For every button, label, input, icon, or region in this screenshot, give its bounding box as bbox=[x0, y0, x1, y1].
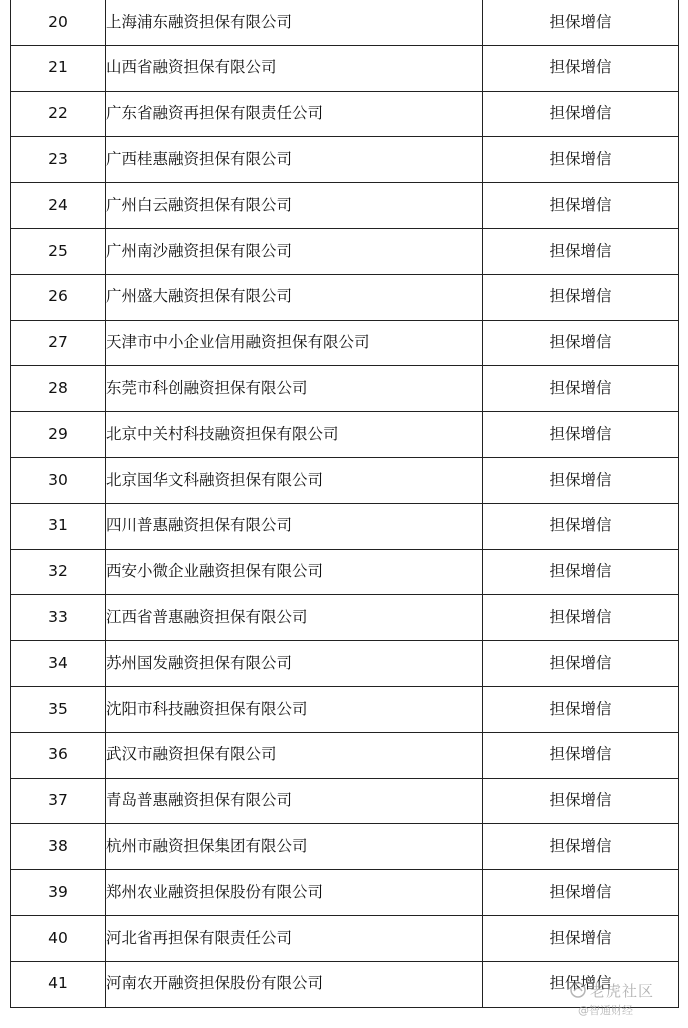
row-number: 23 bbox=[11, 137, 106, 183]
table-row bbox=[11, 137, 679, 183]
row-number: 25 bbox=[11, 228, 106, 274]
row-number: 37 bbox=[11, 778, 106, 824]
company-name: 江西省普惠融资担保有限公司 bbox=[106, 595, 483, 641]
table-row bbox=[11, 778, 679, 824]
company-name: 广西桂惠融资担保有限公司 bbox=[106, 137, 483, 183]
row-number: 32 bbox=[11, 549, 106, 595]
row-number: 28 bbox=[11, 366, 106, 412]
row-number: 34 bbox=[11, 641, 106, 687]
company-name: 广东省融资再担保有限责任公司 bbox=[106, 91, 483, 137]
company-name: 东莞市科创融资担保有限公司 bbox=[106, 366, 483, 412]
table-row bbox=[11, 961, 679, 1007]
service-type: 担保增信 bbox=[483, 274, 679, 320]
table-row bbox=[11, 549, 679, 595]
company-name: 北京国华文科融资担保有限公司 bbox=[106, 457, 483, 503]
table-row bbox=[11, 91, 679, 137]
service-type: 担保增信 bbox=[483, 641, 679, 687]
watermark-title: 老虎社区 bbox=[590, 982, 655, 1000]
service-type: 担保增信 bbox=[483, 961, 679, 1007]
row-number: 21 bbox=[11, 45, 106, 91]
company-name: 山西省融资担保有限公司 bbox=[106, 45, 483, 91]
service-type: 担保增信 bbox=[483, 595, 679, 641]
table-row bbox=[11, 915, 679, 961]
table-row bbox=[11, 274, 679, 320]
service-type: 担保增信 bbox=[483, 137, 679, 183]
company-name: 上海浦东融资担保有限公司 bbox=[106, 0, 483, 45]
row-number: 27 bbox=[11, 320, 106, 366]
row-number: 20 bbox=[11, 0, 106, 45]
service-type: 担保增信 bbox=[483, 366, 679, 412]
company-name: 郑州农业融资担保股份有限公司 bbox=[106, 870, 483, 916]
service-type: 担保增信 bbox=[483, 732, 679, 778]
company-name: 杭州市融资担保集团有限公司 bbox=[106, 824, 483, 870]
row-number: 40 bbox=[11, 915, 106, 961]
service-type: 担保增信 bbox=[483, 0, 679, 45]
table-row bbox=[11, 228, 679, 274]
company-name: 广州南沙融资担保有限公司 bbox=[106, 228, 483, 274]
table-row bbox=[11, 595, 679, 641]
service-type: 担保增信 bbox=[483, 778, 679, 824]
row-number: 29 bbox=[11, 412, 106, 458]
table-row bbox=[11, 732, 679, 778]
row-number: 22 bbox=[11, 91, 106, 137]
table-row bbox=[11, 457, 679, 503]
service-type: 担保增信 bbox=[483, 91, 679, 137]
guarantor-table-body bbox=[11, 0, 679, 1007]
table-row bbox=[11, 641, 679, 687]
table-row bbox=[11, 0, 679, 45]
table-row bbox=[11, 412, 679, 458]
row-number: 33 bbox=[11, 595, 106, 641]
row-number: 41 bbox=[11, 961, 106, 1007]
table-row bbox=[11, 183, 679, 229]
guarantor-table bbox=[10, 0, 679, 1008]
company-name: 广州盛大融资担保有限公司 bbox=[106, 274, 483, 320]
company-name: 武汉市融资担保有限公司 bbox=[106, 732, 483, 778]
row-number: 26 bbox=[11, 274, 106, 320]
company-name: 四川普惠融资担保有限公司 bbox=[106, 503, 483, 549]
row-number: 31 bbox=[11, 503, 106, 549]
service-type: 担保增信 bbox=[483, 412, 679, 458]
row-number: 39 bbox=[11, 870, 106, 916]
row-number: 38 bbox=[11, 824, 106, 870]
watermark-subtitle: @智通财经 bbox=[578, 1004, 633, 1017]
service-type: 担保增信 bbox=[483, 457, 679, 503]
table-row bbox=[11, 320, 679, 366]
table-row bbox=[11, 870, 679, 916]
company-name: 青岛普惠融资担保有限公司 bbox=[106, 778, 483, 824]
company-name: 广州白云融资担保有限公司 bbox=[106, 183, 483, 229]
service-type: 担保增信 bbox=[483, 824, 679, 870]
company-name: 苏州国发融资担保有限公司 bbox=[106, 641, 483, 687]
service-type: 担保增信 bbox=[483, 686, 679, 732]
service-type: 担保增信 bbox=[483, 228, 679, 274]
service-type: 担保增信 bbox=[483, 870, 679, 916]
row-number: 30 bbox=[11, 457, 106, 503]
company-name: 河南农开融资担保股份有限公司 bbox=[106, 961, 483, 1007]
table-row bbox=[11, 686, 679, 732]
table-row bbox=[11, 45, 679, 91]
service-type: 担保增信 bbox=[483, 45, 679, 91]
service-type: 担保增信 bbox=[483, 183, 679, 229]
table-row bbox=[11, 824, 679, 870]
company-name: 西安小微企业融资担保有限公司 bbox=[106, 549, 483, 595]
company-name: 北京中关村科技融资担保有限公司 bbox=[106, 412, 483, 458]
service-type: 担保增信 bbox=[483, 915, 679, 961]
company-name: 河北省再担保有限责任公司 bbox=[106, 915, 483, 961]
table-row bbox=[11, 366, 679, 412]
row-number: 36 bbox=[11, 732, 106, 778]
table-row bbox=[11, 503, 679, 549]
row-number: 24 bbox=[11, 183, 106, 229]
service-type: 担保增信 bbox=[483, 503, 679, 549]
company-name: 天津市中小企业信用融资担保有限公司 bbox=[106, 320, 483, 366]
service-type: 担保增信 bbox=[483, 549, 679, 595]
row-number: 35 bbox=[11, 686, 106, 732]
company-name: 沈阳市科技融资担保有限公司 bbox=[106, 686, 483, 732]
service-type: 担保增信 bbox=[483, 320, 679, 366]
